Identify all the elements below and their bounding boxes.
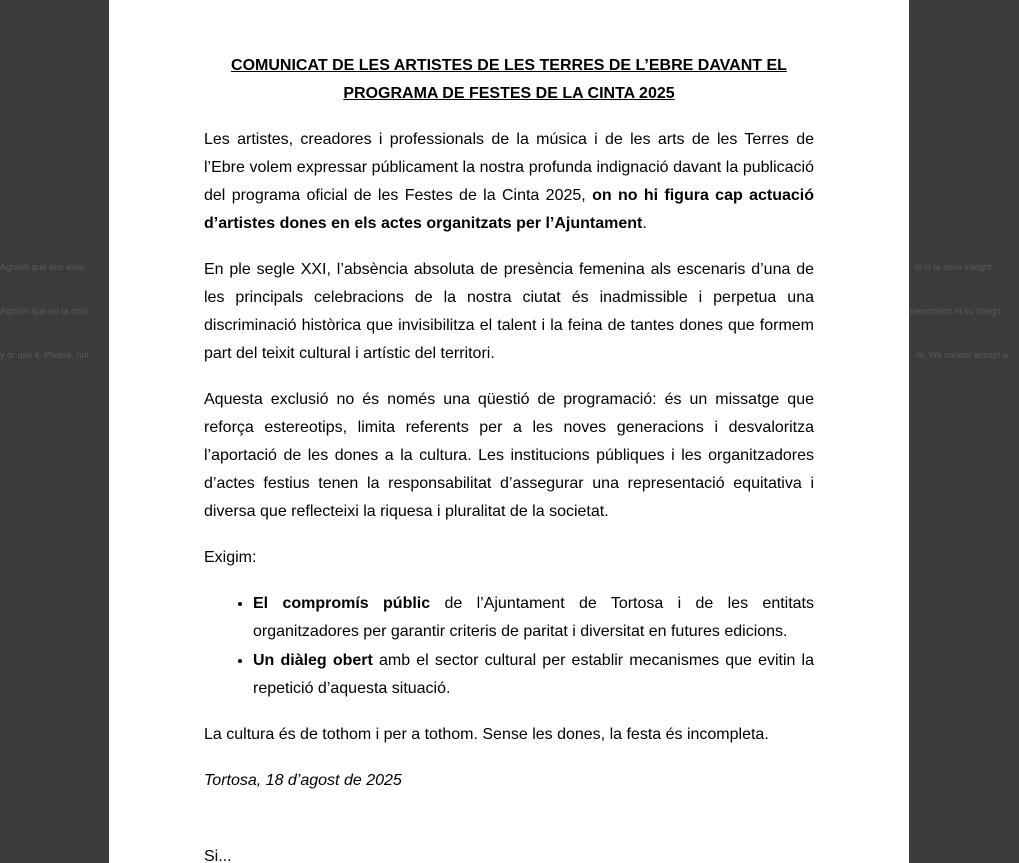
document-title xyxy=(204,52,814,108)
paragraph-context: En ple segle XXI, l’absència absoluta de presència femenina als escenaris d’una de les principals celebracions de la nostra ciutat és inadmissible i perpetua una discriminació històrica que invisibilitza el talent i la feina de tantes dones que formem part del teixit cultural i artístic del territori. xyxy=(204,261,814,362)
title-line-2: PROGRAMA DE FESTES DE LA CINTA 2025 xyxy=(343,85,675,102)
background-text-fragment: y or use it. Please, not xyxy=(0,350,90,360)
paragraph-closing: La cultura és de tothom i per a tothom. Sense les dones, la festa és incompleta. xyxy=(204,726,769,743)
demands-list xyxy=(204,590,814,703)
signature-start: Si... xyxy=(204,848,232,863)
background-text-fragment: Agraïm que no la còpi xyxy=(0,306,88,316)
document-page xyxy=(109,0,909,863)
intro-text: Les artistes, creadores i professionals de la música i de les arts de les Terres de l’Ebre volem expressar públicament la nostra profunda indignació davant la publicació del programa oficial de les Festes de la Cinta 2025, xyxy=(204,131,814,204)
intro-end: . xyxy=(642,215,647,232)
demand-1-bold: El compromís públic xyxy=(253,595,431,612)
list-item xyxy=(253,590,814,646)
demand-2-text: amb el sector cultural per establir mecanismes que evitin la repetició d’aquesta situació. xyxy=(253,652,815,697)
paragraph-demands-heading: Exigim: xyxy=(204,549,257,566)
document-content xyxy=(204,52,814,863)
background-text-fragment: nt. We cannot accept a xyxy=(916,350,1008,360)
demand-1-text: de l’Ajuntament de Tortosa i de les entitats organitzadores per garantir criteris de paritat i diversitat en futures edicions. xyxy=(253,595,815,640)
background-text-fragment: nt ni la seva integrit xyxy=(914,262,992,272)
intro-bold-text: on no hi figura cap actuació d’artistes dones en els actes organitzats per l’Ajuntament xyxy=(204,187,815,232)
background-text-fragment: Agraïm que ens avisi xyxy=(0,262,85,272)
list-item xyxy=(253,647,814,703)
title-line-1: COMUNICAT DE LES ARTISTES DE LES TERRES DE L’EBRE DAVANT EL xyxy=(231,57,787,74)
paragraph-exclusion: Aquesta exclusió no és només una qüestió de programació: és un missatge que reforça estereotips, limita referents per a les noves generacions i desvaloritza l’aportació de les dones a la cultura. Les institucions públiques i les organitzadores d’actes festius tenen la responsabilitat d’assegurar una representació equitativa i diversa que reflecteixi la riquesa i pluralitat de la societat. xyxy=(204,391,814,520)
background-text-fragment: transmitirn ni su integri xyxy=(910,306,1001,316)
paragraph-intro xyxy=(204,126,814,238)
demand-2-bold: Un diàleg obert xyxy=(253,652,373,669)
place-date: Tortosa, 18 d’agost de 2025 xyxy=(204,772,402,789)
